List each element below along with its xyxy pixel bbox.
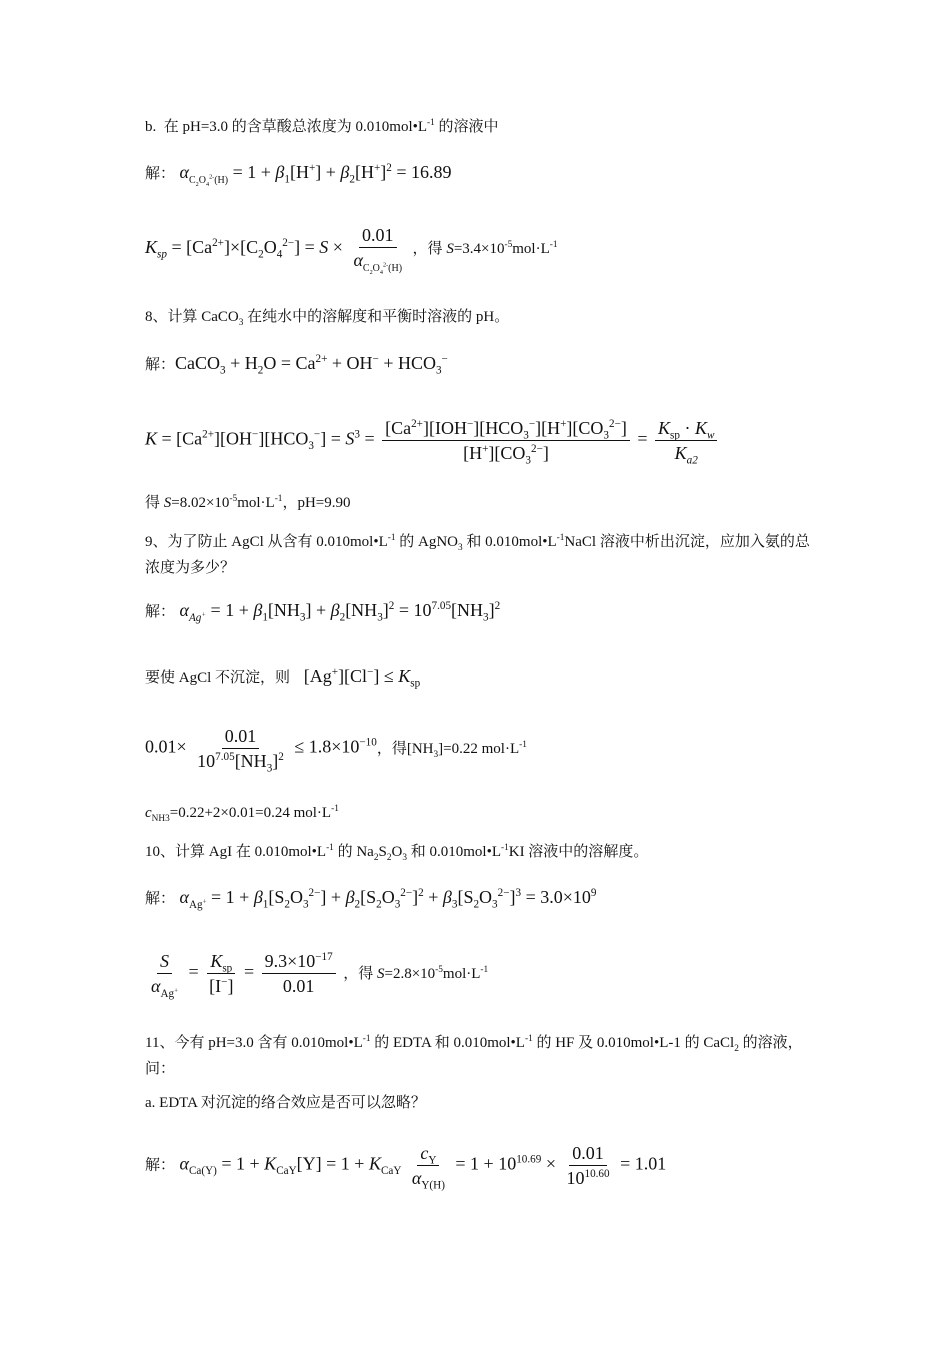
fraction-numerator: S — [157, 951, 172, 974]
fraction-values: $\frac{0.01}{10^{10.60}}$ — [566, 1143, 610, 1188]
condition-text: 要使 AgCl 不沉淀，则 — [145, 670, 291, 686]
fraction-numerator: 0.01 — [222, 726, 260, 749]
equation-alpha-ag-thiosulfate: 解： $\alpha_{Ag^+} = 1 + \beta_1[S_2O_3^{2-}] + \beta_2[S_2O_3^{2-}]^2 + \beta_3[S_2O_3^{2-}]^3 = 3.0\times 10^9$ — [145, 887, 597, 911]
equation-alpha-ag-nh3: 解： $\alpha_{Ag^+} = 1 + \beta_1[NH_3] + \beta_2[NH_3]^2 = 10^{7.05}[NH_3]^2$ — [145, 600, 501, 624]
equation-nh3-concentration: 0.01× $\frac{0.01}{10^{7.05}[NH_3]^2}$ ≤ $1.8\times 10^{-10}$，得$[NH_3]=0.22$ $mol\cdot L^{-1}$ — [145, 726, 527, 775]
equation-agi-solubility: $\frac{S}{\alpha_{Ag^+}}$ = $\frac{K_{sp}}{[I^-]}$ = $\frac{9.3\times 10^{-17}}{0.01}$ ，得 $S=2.8\times 10^{-5}mol\cdot L^{-1}$ — [145, 951, 488, 996]
question-11a: a. EDTA 对沉淀的络合效应是否可以忽略？ — [145, 1095, 426, 1111]
equation-alpha-ca-y: 解： $\alpha_{Ca(Y)} = 1 + K_{CaY}[Y] = 1 + K_{CaY}$ $\frac{c_Y}{\alpha_{Y(H)}}$ = $1 + 10^{10.69}$ × $\frac{0.01}{10^{10.60}}$ = 1.01 — [145, 1143, 667, 1192]
fraction-denominator: 0.01 — [282, 976, 315, 996]
fraction: $\frac{0.01}{10^{7.05}[NH_3]^2}$ — [197, 726, 284, 775]
equation-alpha-oxalate: 解： $\alpha_{C_2O_4^{2-}(H)} = 1 + \beta_1[H^+] + \beta_2[H^+]^2 = 16.89$ — [145, 162, 452, 188]
fraction-cy-alpha: $\frac{c_Y}{\alpha_{Y(H)}}$ — [411, 1143, 445, 1192]
line-b: b. 在 pH=3.0 的含草酸总浓度为 $0.010mol•L^{-1}$ 的溶液中 — [145, 118, 499, 135]
question-11: 11、今有 pH=3.0 含有 $0.010mol•L^{-1}$ 的 EDTA 和 $0.010mol•L^{-1}$ 的 HF 及 0.010mol•L-1 的 CaCl$_2$ 的溶液，问： — [145, 1034, 803, 1077]
question-8: 8、计算 CaCO$_3$ 在纯水中的溶解度和平衡时溶液的 pH。 — [145, 309, 510, 328]
equation-k-caco3: $K = [Ca^{2+}][OH^-][HCO_3^-] = S^3$ = $\frac{[Ca^{2+}][IOH^-][HCO_3^-][H^+][CO_3^{2-}]}{[H^+][CO_3^{2-}]}$ = $\frac{K_{sp} \cdot K_w}{K_{a2}}$ — [145, 418, 720, 463]
fraction-s-alpha: $\frac{S}{\alpha_{Ag^+}}$ — [151, 951, 178, 1000]
question-10: 10、计算 AgI 在 $0.010mol•L^{-1}$ 的 $Na_2S_2O_3$ 和 $0.010mol•L^{-1}KI$ 溶液中的溶解度。 — [145, 843, 649, 863]
question-9: 9、为了防止 AgCl 从含有 $0.010mol•L^{-1}$ 的 AgNO$_3$ 和 $0.010mol•L^{-1}NaCl$ 溶液中析出沉淀，应加入氨的总浓度为多少？ — [145, 533, 810, 576]
fraction-main: $\frac{[Ca^{2+}][IOH^-][HCO_3^-][H^+][CO_3^{2-}]}{[H^+][CO_3^{2-}]}$ — [382, 418, 630, 463]
condition-9: 要使 AgCl 不沉淀，则 $[Ag^+][Cl^-] \le K_{sp}$ — [145, 666, 421, 690]
fraction-values: $\frac{9.3\times 10^{-17}}{0.01}$ — [262, 951, 336, 996]
fraction-ksp-i: $\frac{K_{sp}}{[I^-]}$ — [209, 951, 234, 996]
fraction: $\frac{0.01}{\alpha_{C_2O_4^{2-}(H)}}$ — [353, 225, 403, 276]
fraction-constants: $\frac{K_{sp} \cdot K_w}{K_{a2}}$ — [655, 418, 717, 463]
c-nh3-result: $c_{NH3}=0.22+2\times 0.01=0.24$ $mol\cdot L^{-1}$ — [145, 804, 339, 824]
fraction-numerator: 0.01 — [569, 1143, 607, 1166]
result-8: 得 $S=8.02\times 10^{-5}mol\cdot L^{-1}$，pH=9.90 — [145, 494, 351, 511]
equation-ksp-oxalate: $K_{sp} = [Ca^{2+}]\times[C_2O_4^{2-}] = S$ × $\frac{0.01}{\alpha_{C_2O_4^{2-}(H)}}$ ，得 $S=3.4\times 10^{-5}mol\cdot L^{-1}$ — [145, 225, 558, 276]
equation-caco3-dissolution: 解：CaCO$_3$ + $H_2O = Ca^{2+} + OH^- + HCO_3^-$ — [145, 353, 448, 377]
fraction-numerator: 0.01 — [359, 225, 397, 248]
